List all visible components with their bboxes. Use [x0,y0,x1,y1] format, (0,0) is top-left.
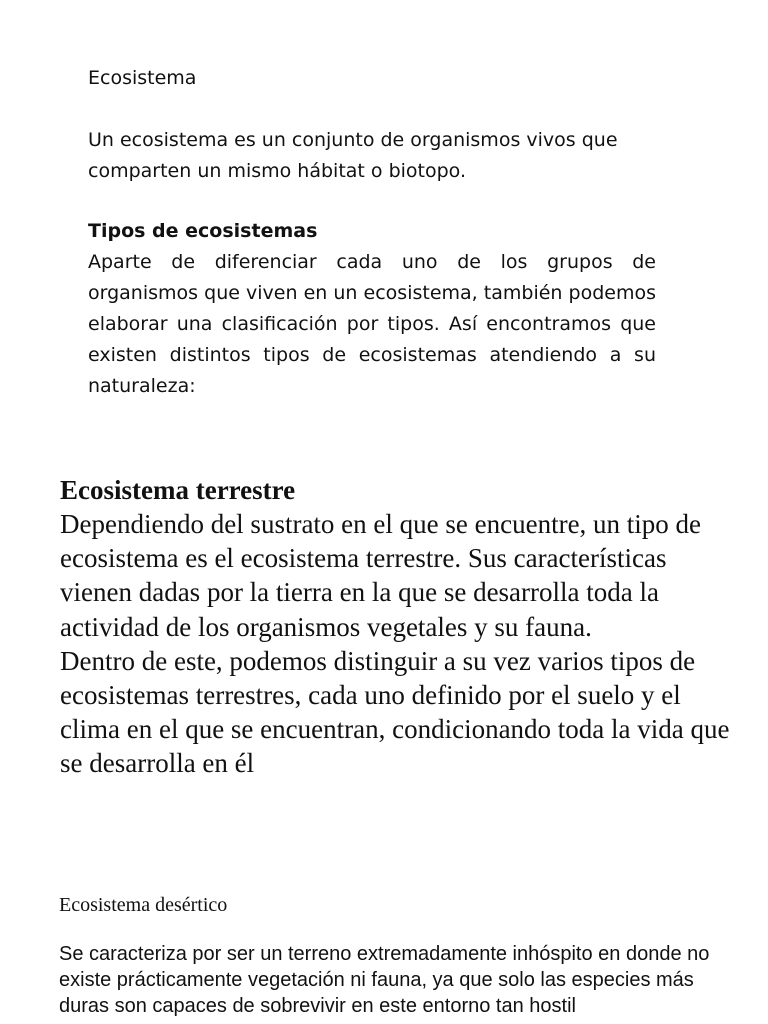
types-heading: Tipos de ecosistemas [88,220,318,242]
terrestre-paragraph-1: Dependiendo del sustrato en el que se encuentre, un tipo de ecosistema es el ecosistema terrestre. Sus características vienen dadas por la tierra en la que se desarrolla toda la actividad de los organismos vegetales y su fauna. [60,509,702,642]
types-paragraph: Aparte de diferenciar cada uno de los grupos de organismos que viven en un ecosistema, también podemos elaborar una clasificación por tipos. Así encontramos que existen distintos tipos de ecosistemas atendiendo a su naturaleza: [88,251,656,397]
terrestre-section [60,507,740,781]
terrestre-heading: Ecosistema terrestre [60,475,296,505]
intro-paragraph: Un ecosistema es un conjunto de organismos vivos que comparten un mismo hábitat o biotopo. [88,129,618,182]
terrestre-paragraph-2: Dentro de este, podemos distinguir a su vez varios tipos de ecosistemas terrestres, cada uno definido por el suelo y el clima en el que se encuentran, condicionando toda la vida que se desarrolla en él [60,645,730,779]
document-title: Ecosistema [88,67,197,89]
desertico-heading: Ecosistema desértico [59,894,228,916]
desertico-paragraph: Se caracteriza por ser un terreno extremadamente inhóspito en donde no existe prácticamente vegetación ni fauna, ya que solo las especies más duras son capaces de sobrevivir en este entorno tan hostil [59,943,710,1017]
